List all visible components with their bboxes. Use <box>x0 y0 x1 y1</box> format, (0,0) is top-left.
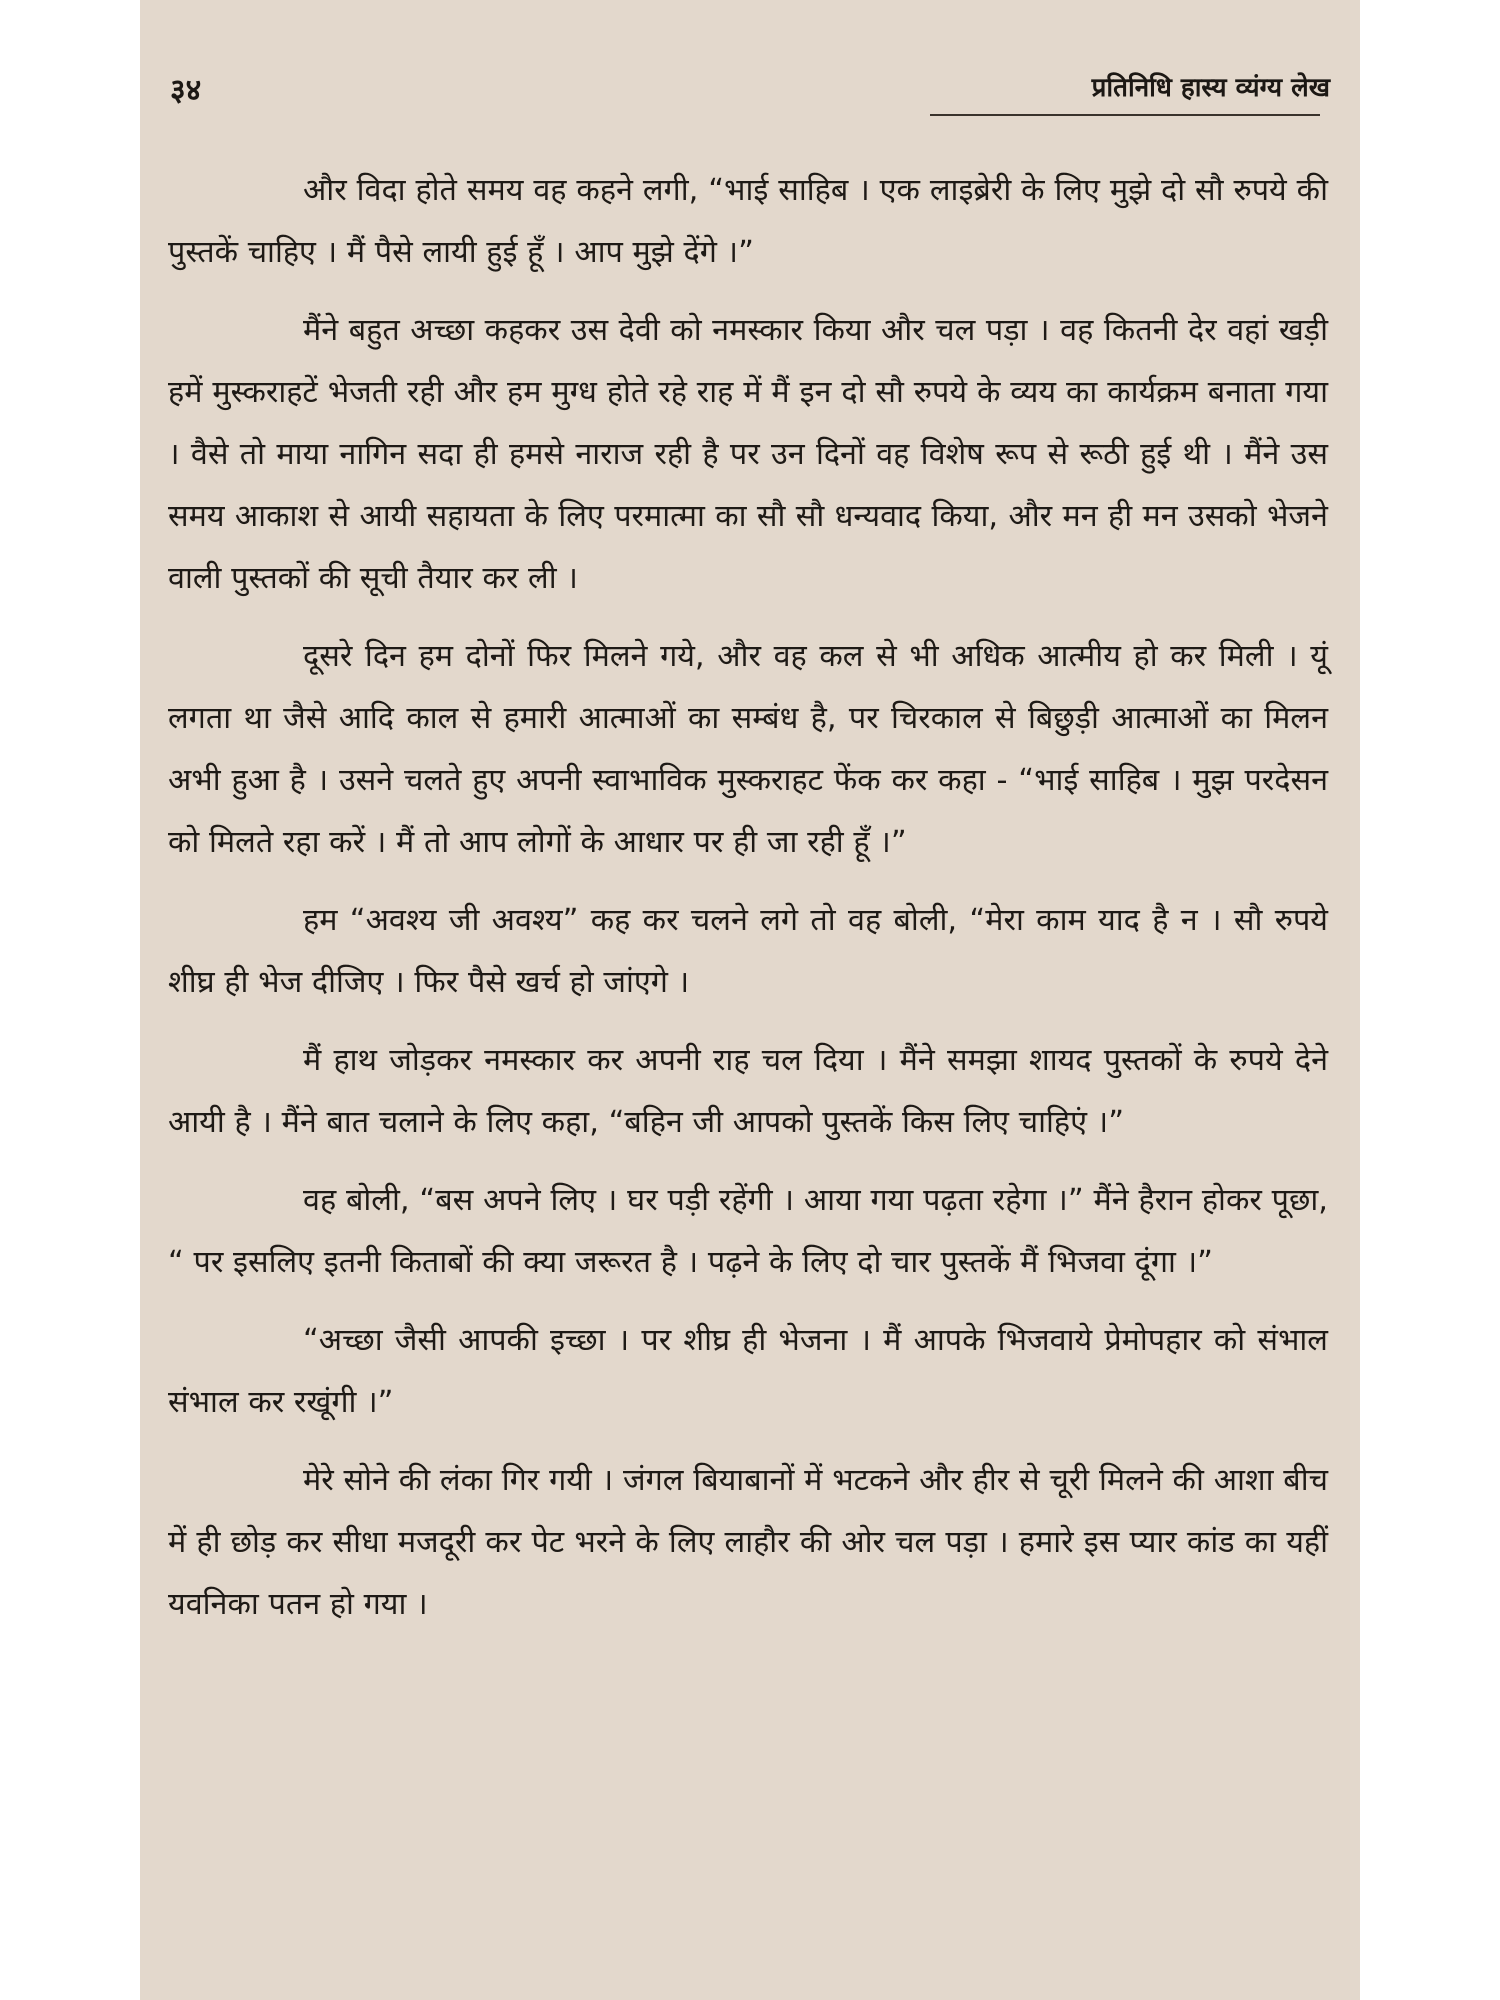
book-page <box>140 0 1360 2000</box>
paragraph: “अच्छा जैसी आपकी इच्छा । पर शीघ्र ही भेजना । मैं आपके भिजवाये प्रेमोपहार को संभाल संभाल कर रखूंगी ।” <box>168 1323 1328 1420</box>
page-header <box>170 68 1330 118</box>
running-title: प्रतिनिधि हास्य व्यंग्य लेख <box>1091 73 1330 103</box>
paragraph: और विदा होते समय वह कहने लगी, “भाई साहिब । एक लाइब्रेरी के लिए मुझे दो सौ रुपये की पुस्तकें चाहिए । मैं पैसे लायी हुई हूँ । आप मुझे देंगे ।” <box>168 173 1328 270</box>
paragraph: मैं हाथ जोड़कर नमस्कार कर अपनी राह चल दिया । मैंने समझा शायद पुस्तकों के रुपये देने आयी है । मैंने बात चलाने के लिए कहा, “बहिन जी आपको पुस्तकें किस लिए चाहिएं ।” <box>168 1043 1328 1140</box>
page-number: ३४ <box>170 73 202 108</box>
paragraph: दूसरे दिन हम दोनों फिर मिलने गये, और वह कल से भी अधिक आत्मीय हो कर मिली । यूं लगता था जैसे आदि काल से हमारी आत्माओं का सम्बंध है, पर चिरकाल से बिछुड़ी आत्माओं का मिलन अभी हुआ है । उसने चलते हुए अपनी स्वाभाविक मुस्कराहट फेंक कर कहा - “भाई साहिब । मुझ परदेसन को मिलते रहा करें । मैं तो आप लोगों के आधार पर ही जा रही हूँ ।” <box>168 639 1328 860</box>
paragraph: मैंने बहुत अच्छा कहकर उस देवी को नमस्कार किया और चल पड़ा । वह कितनी देर वहां खड़ी हमें मुस्कराहटें भेजती रही और हम मुग्ध होते रहे राह में मैं इन दो सौ रुपये के व्यय का कार्यक्रम बनाता गया । वैसे तो माया नागिन सदा ही हमसे नाराज रही है पर उन दिनों वह विशेष रूप से रूठी हुई थी । मैंने उस समय आकाश से आयी सहायता के लिए परमात्मा का सौ सौ धन्यवाद किया, और मन ही मन उसको भेजने वाली पुस्तकों की सूची तैयार कर ली । <box>168 313 1328 596</box>
header-rule <box>930 114 1320 116</box>
paragraph: मेरे सोने की लंका गिर गयी । जंगल बियाबानों में भटकने और हीर से चूरी मिलने की आशा बीच में ही छोड़ कर सीधा मजदूरी कर पेट भरने के लिए लाहौर की ओर चल पड़ा । हमारे इस प्यार कांड का यहीं यवनिका पतन हो गया । <box>168 1463 1328 1622</box>
paragraph: वह बोली, “बस अपने लिए । घर पड़ी रहेंगी । आया गया पढ़ता रहेगा ।” मैंने हैरान होकर पूछा, “ पर इसलिए इतनी किताबों की क्या जरूरत है । पढ़ने के लिए दो चार पुस्तकें मैं भिजवा दूंगा ।” <box>168 1183 1328 1280</box>
paragraph: हम “अवश्य जी अवश्य” कह कर चलने लगे तो वह बोली, “मेरा काम याद है न । सौ रुपये शीघ्र ही भेज दीजिए । फिर पैसे खर्च हो जांएगे । <box>168 903 1328 1000</box>
body-text <box>168 160 1328 1652</box>
